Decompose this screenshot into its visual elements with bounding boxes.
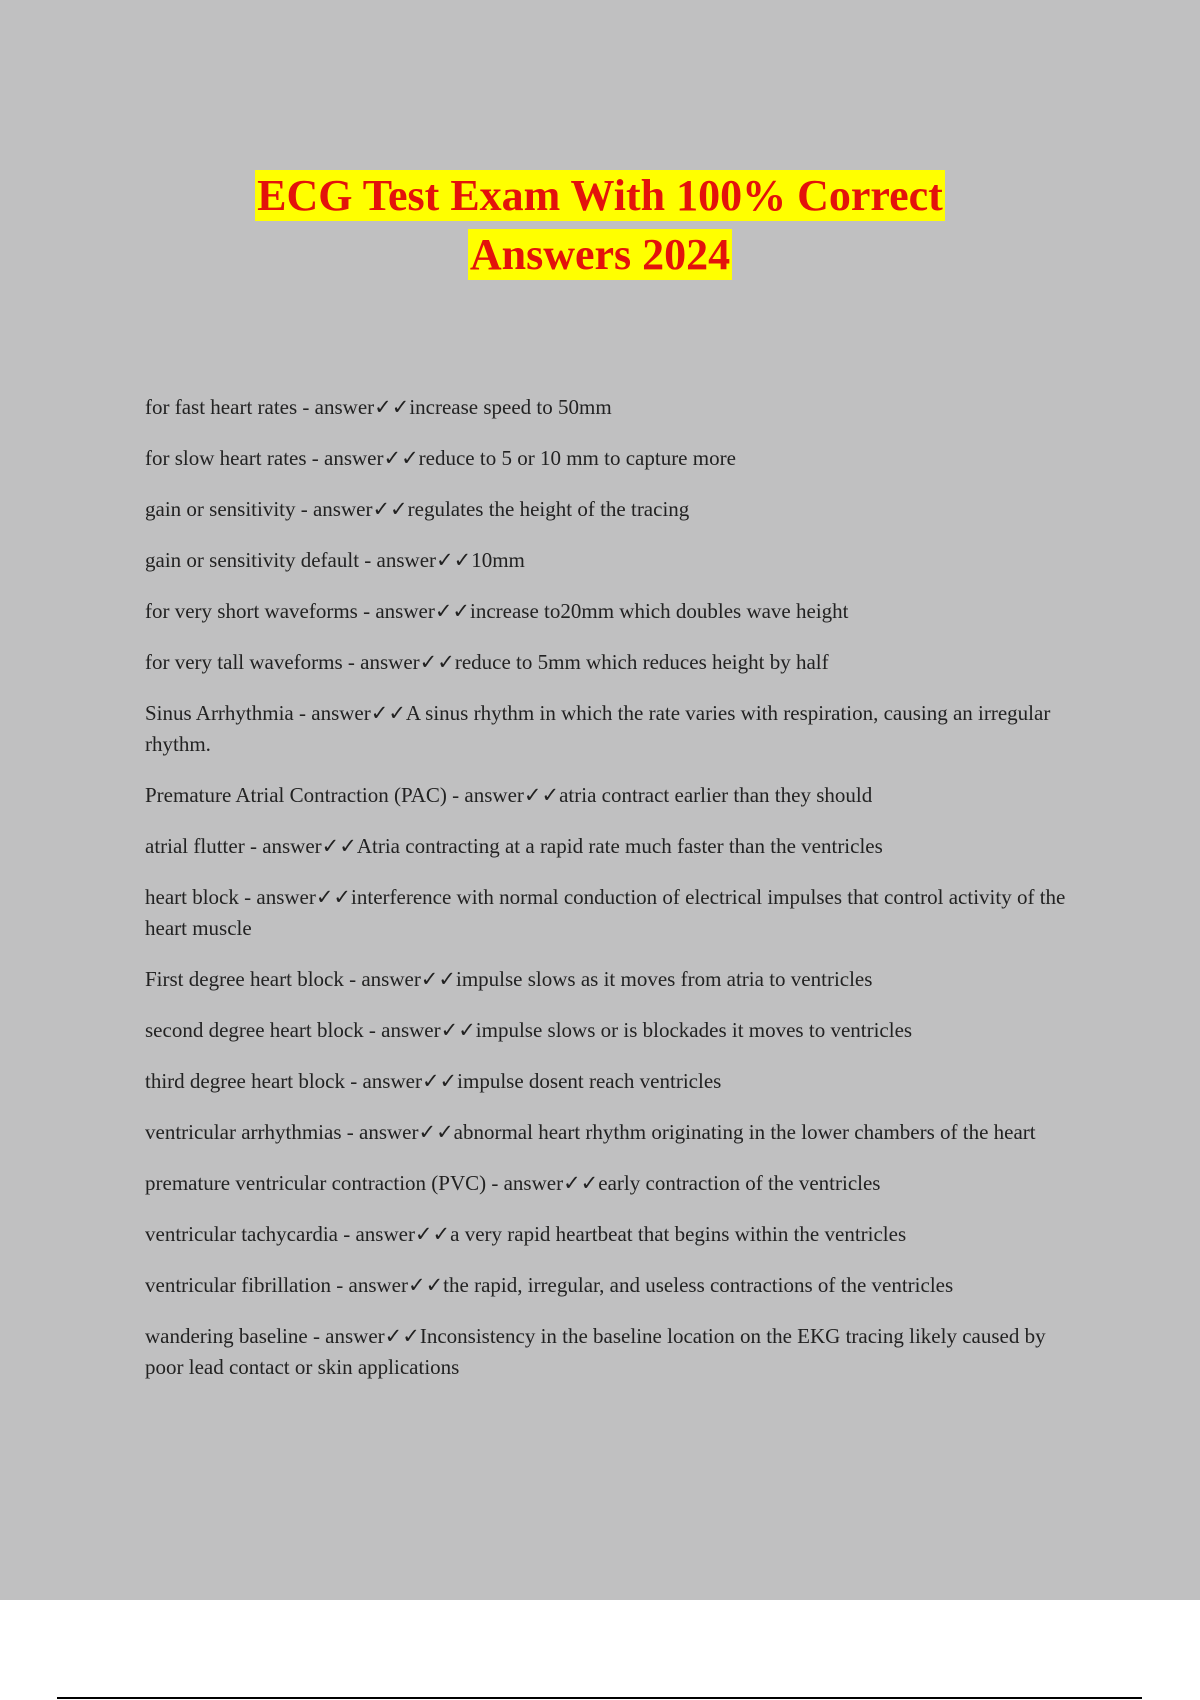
list-item: ventricular fibrillation - answer✓✓the rapid, irregular, and useless contractions of the ventricles [145,1273,954,1297]
list-item: ventricular tachycardia - answer✓✓a very rapid heartbeat that begins within the ventricles [145,1222,907,1246]
list-item: third degree heart block - answer✓✓impulse dosent reach ventricles [145,1069,722,1093]
list-item: wandering baseline - answer✓✓Inconsistency in the baseline location on the EKG tracing likely caused by poor lead contact or skin applications [145,1324,1046,1379]
list-item: atrial flutter - answer✓✓Atria contracting at a rapid rate much faster than the ventricles [145,834,883,858]
title-line-1: ECG Test Exam With 100% Correct [257,171,943,220]
list-item: gain or sensitivity - answer✓✓regulates the height of the tracing [145,497,690,521]
list-item: premature ventricular contraction (PVC) - answer✓✓early contraction of the ventricles [145,1171,881,1195]
list-item: for fast heart rates - answer✓✓increase speed to 50mm [145,395,612,419]
list-item: for slow heart rates - answer✓✓reduce to 5 or 10 mm to capture more [145,446,736,470]
list-item: gain or sensitivity default - answer✓✓10mm [145,548,525,572]
list-item: second degree heart block - answer✓✓impulse slows or is blockades it moves to ventricles [145,1018,913,1042]
qa-list [145,392,1085,1403]
document-title [0,170,1200,280]
list-item: heart block - answer✓✓interference with normal conduction of electrical impulses that control activity of the heart muscle [145,885,1066,940]
list-item: Sinus Arrhythmia - answer✓✓A sinus rhythm in which the rate varies with respiration, causing an irregular rhythm. [145,701,1051,756]
footer-divider [57,1697,1142,1699]
list-item: Premature Atrial Contraction (PAC) - answer✓✓atria contract earlier than they should [145,783,873,807]
list-item: for very short waveforms - answer✓✓increase to20mm which doubles wave height [145,599,849,623]
list-item: First degree heart block - answer✓✓impulse slows as it moves from atria to ventricles [145,967,873,991]
title-line-2: Answers 2024 [469,230,731,279]
list-item: for very tall waveforms - answer✓✓reduce to 5mm which reduces height by half [145,650,829,674]
list-item: ventricular arrhythmias - answer✓✓abnormal heart rhythm originating in the lower chambers of the heart [145,1120,1036,1144]
